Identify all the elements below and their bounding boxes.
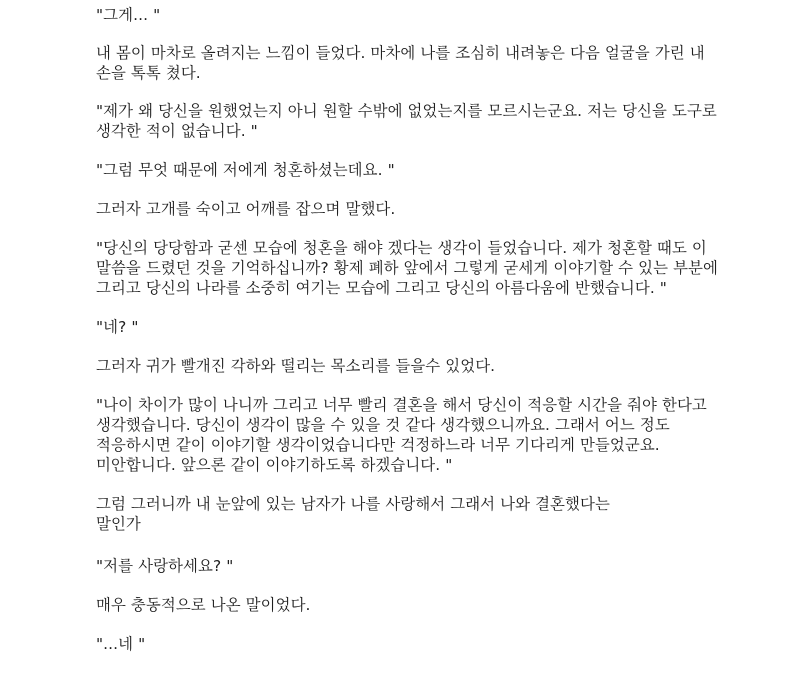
paragraph-2 bbox=[96, 43, 796, 83]
paragraph-10 bbox=[96, 494, 796, 534]
paragraph-12 bbox=[96, 595, 796, 615]
paragraph-3 bbox=[96, 101, 796, 141]
text-line: 적응하시면 같이 이야기할 생각이었습니다만 걱정하느라 너무 기다리게 만들었군요. bbox=[96, 436, 660, 454]
story-text bbox=[96, 5, 796, 673]
text-line: 미안합니다. 앞으론 같이 이야기하도록 하겠습니다. " bbox=[96, 456, 453, 474]
paragraph-4 bbox=[96, 160, 796, 180]
text-line: "제가 왜 당신을 원했었는지 아니 원할 수밖에 없었는지를 모르시는군요. 저는 당신을 도구로 bbox=[96, 102, 717, 120]
text-line: 말씀을 드렸던 것을 기억하십니까? 황제 폐하 앞에서 그렇게 굳세게 이야기할 수 있는 부분에 bbox=[96, 259, 718, 277]
text-line: 내 몸이 마차로 올려지는 느낌이 들었다. 마차에 나를 조심히 내려놓은 다음 얼굴을 가린 내 bbox=[96, 44, 705, 62]
text-line: 손을 톡톡 쳤다. bbox=[96, 64, 201, 82]
text-line: "그럼 무엇 때문에 저에게 청혼하셨는데요. " bbox=[96, 161, 395, 179]
text-line: 그러자 귀가 빨개진 각하와 떨리는 목소리를 들을수 있었다. bbox=[96, 357, 496, 375]
paragraph-6 bbox=[96, 238, 796, 298]
text-line: "나이 차이가 많이 나니까 그리고 너무 빨리 결혼을 해서 당신이 적응할 시간을 줘야 한다고 bbox=[96, 396, 707, 414]
text-line: 그리고 당신의 나라를 소중히 여기는 모습에 그리고 당신의 아름다움에 반했습니다. " bbox=[96, 279, 667, 297]
paragraph-5 bbox=[96, 199, 796, 219]
text-line: "당신의 당당함과 굳센 모습에 청혼을 해야 겠다는 생각이 들었습니다. 제가 청혼할 때도 이 bbox=[96, 239, 707, 257]
paragraph-1 bbox=[96, 5, 796, 25]
text-line: "네? " bbox=[96, 318, 139, 336]
text-line: 생각했습니다. 당신이 생각이 많을 수 있을 것 같다 생각했으니까요. 그래서 어느 정도 bbox=[96, 416, 670, 434]
paragraph-11 bbox=[96, 556, 796, 576]
paragraph-7 bbox=[96, 317, 796, 337]
text-line: "저를 사랑하세요? " bbox=[96, 557, 234, 575]
text-line: 생각한 적이 없습니다. " bbox=[96, 122, 258, 140]
text-line: "...네 " bbox=[96, 635, 146, 653]
text-line: "그게... " bbox=[96, 6, 161, 24]
paragraph-9 bbox=[96, 395, 796, 475]
text-line: 그럼 그러니까 내 눈앞에 있는 남자가 나를 사랑해서 그래서 나와 결혼했다는 bbox=[96, 495, 610, 513]
text-line: 말인가 bbox=[96, 515, 141, 533]
paragraph-13 bbox=[96, 634, 796, 654]
text-line: 매우 충동적으로 나온 말이었다. bbox=[96, 596, 311, 614]
text-line: 그러자 고개를 숙이고 어깨를 잡으며 말했다. bbox=[96, 200, 396, 218]
paragraph-8 bbox=[96, 356, 796, 376]
